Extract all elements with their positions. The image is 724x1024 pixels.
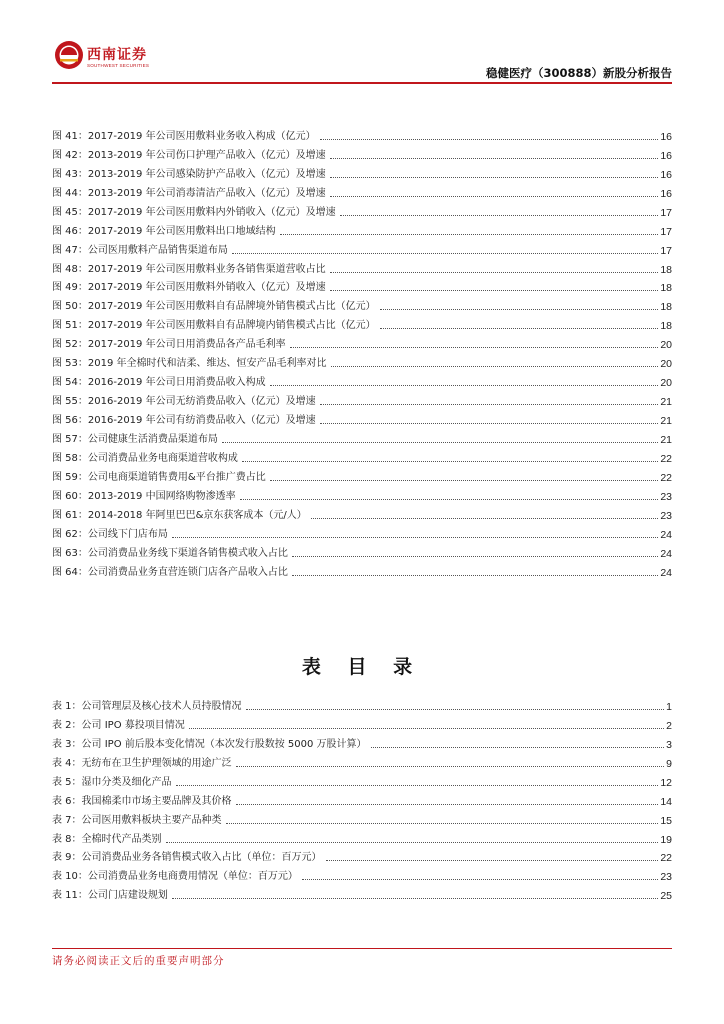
figure-toc-entry-page-number: 21 <box>660 433 672 446</box>
table-toc-entry-page-number: 1 <box>666 700 672 713</box>
table-toc-entry-page-number: 12 <box>660 776 672 789</box>
table-toc-entry-page-number: 3 <box>666 738 672 751</box>
table-toc-entry-label: 表 7：公司医用敷料板块主要产品种类 <box>52 814 222 826</box>
dot-leader <box>330 177 659 178</box>
table-toc-entry[interactable] <box>52 846 672 865</box>
dot-leader <box>292 556 658 557</box>
figure-toc-entry-label: 图 52：2017-2019 年公司日用消费品各产品毛利率 <box>52 339 286 351</box>
dot-leader <box>290 347 659 348</box>
figure-toc-entry-label: 图 61：2014-2018 年阿里巴巴&京东获客成本（元/人） <box>52 509 307 521</box>
figure-toc-entry[interactable] <box>52 257 672 276</box>
table-toc-entry-page-number: 23 <box>660 871 672 884</box>
dot-leader <box>280 234 659 235</box>
table-toc-entry-label: 表 10：公司消费品业务电商费用情况（单位：百万元） <box>52 871 298 883</box>
dot-leader <box>270 385 659 386</box>
dot-leader <box>226 823 659 824</box>
figure-toc-entry-label: 图 45：2017-2019 年公司医用敷料内外销收入（亿元）及增速 <box>52 206 336 218</box>
figure-toc-entry[interactable] <box>52 332 672 351</box>
dot-leader <box>371 747 665 748</box>
figure-toc-entry[interactable] <box>52 294 672 313</box>
figure-toc-entry-label: 图 63：公司消费品业务线下渠道各销售模式收入占比 <box>52 547 288 559</box>
table-toc-entry-label: 表 11：公司门店建设规划 <box>52 890 168 902</box>
company-logo <box>54 40 154 74</box>
figure-toc-entry-page-number: 21 <box>660 415 672 427</box>
table-toc-entry-page-number: 2 <box>666 719 672 732</box>
dot-leader <box>232 253 658 254</box>
figure-toc-entry[interactable] <box>52 143 672 162</box>
dot-leader <box>242 461 658 462</box>
dot-leader <box>270 480 659 481</box>
dot-leader <box>330 290 659 291</box>
dot-leader <box>222 442 658 443</box>
dot-leader <box>176 785 659 786</box>
figure-toc-entry[interactable] <box>52 181 672 200</box>
dot-leader <box>340 215 659 216</box>
dot-leader <box>320 423 659 424</box>
dot-leader <box>172 537 658 538</box>
figure-toc-entry-label: 图 56：2016-2019 年公司有纺消费品收入（亿元）及增速 <box>52 415 316 426</box>
footer-divider <box>52 948 672 949</box>
table-toc-entry-label: 表 4：无纺布在卫生护理领域的用途广泛 <box>52 757 232 769</box>
figure-toc-entry-page-number: 20 <box>660 358 672 371</box>
figure-toc-entry-label: 图 49：2017-2019 年公司医用敷料外销收入（亿元）及增速 <box>52 282 326 294</box>
table-toc-entry-page-number: 9 <box>666 757 672 770</box>
figure-toc-entry[interactable] <box>52 503 672 522</box>
figure-toc-entry[interactable] <box>52 408 672 427</box>
table-toc-entry[interactable] <box>52 789 672 808</box>
figure-toc-entry-page-number: 18 <box>660 301 672 314</box>
table-toc-entry[interactable] <box>52 864 672 883</box>
figure-toc-entry-label: 图 54：2016-2019 年公司日用消费品收入构成 <box>52 377 266 389</box>
figure-toc-entry[interactable] <box>52 446 672 465</box>
table-toc-entry-label: 表 3：公司 IPO 前后股本变化情况（本次发行股数按 5000 万股计算） <box>52 738 367 750</box>
table-toc-entry-label: 表 5：湿巾分类及细化产品 <box>52 776 172 788</box>
tables-section-title: 表 目 录 <box>301 656 423 678</box>
figure-toc-entry-page-number: 16 <box>660 149 672 162</box>
figure-toc-entry[interactable] <box>52 124 672 143</box>
dot-leader <box>320 404 659 405</box>
logo-mark-icon <box>54 40 84 70</box>
table-toc-entry-page-number: 19 <box>660 833 672 846</box>
footer-disclaimer-note: 请务必阅读正文后的重要声明部分 <box>52 955 225 967</box>
figure-toc-entry-label: 图 57：公司健康生活消费品渠道布局 <box>52 433 218 445</box>
table-toc-entry[interactable] <box>52 713 672 732</box>
figure-toc-entry-page-number: 16 <box>660 187 672 200</box>
page-header <box>0 0 724 86</box>
figure-toc-entry-page-number: 21 <box>660 396 672 409</box>
figure-toc-entry-label: 图 43：2013-2019 年公司感染防护产品收入（亿元）及增速 <box>52 168 326 180</box>
figure-toc-entry-label: 图 47：公司医用敷料产品销售渠道布局 <box>52 244 228 256</box>
figure-toc-entry-label: 图 59：公司电商渠道销售费用&平台推广费占比 <box>52 471 266 483</box>
figure-toc-entry[interactable] <box>52 351 672 370</box>
figure-toc-entry-page-number: 18 <box>660 263 672 276</box>
figure-toc-entry-page-number: 24 <box>660 528 672 541</box>
figure-toc-entry-page-number: 22 <box>660 452 672 465</box>
dot-leader <box>380 309 659 310</box>
table-toc-entry[interactable] <box>52 751 672 770</box>
figure-toc-entry-label: 图 44：2013-2019 年公司消毒清洁产品收入（亿元）及增速 <box>52 187 326 199</box>
figure-toc-entry-label: 图 53：2019 年全棉时代和洁柔、维达、恒安产品毛利率对比 <box>52 358 327 370</box>
tables-toc <box>52 694 672 902</box>
figure-toc-entry-page-number: 17 <box>660 244 672 257</box>
figure-toc-entry-label: 图 64：公司消费品业务直营连锁门店各产品收入占比 <box>52 566 288 578</box>
figure-toc-entry-page-number: 23 <box>660 490 672 503</box>
figure-toc-entry-page-number: 16 <box>660 168 672 181</box>
figure-toc-entry-page-number: 24 <box>660 547 672 560</box>
table-toc-entry[interactable] <box>52 883 672 902</box>
dot-leader <box>166 842 659 843</box>
table-toc-entry-label: 表 2：公司 IPO 募投项目情况 <box>52 719 185 731</box>
figure-toc-entry[interactable] <box>52 560 672 579</box>
table-toc-entry-page-number: 14 <box>660 795 672 808</box>
dot-leader <box>320 139 659 140</box>
table-toc-entry[interactable] <box>52 827 672 846</box>
logo-english-name: SOUTHWEST SECURITIES <box>87 63 150 68</box>
figure-toc-entry-page-number: 22 <box>660 471 672 484</box>
dot-leader <box>330 158 659 159</box>
table-toc-entry-label: 表 8：全棉时代产品类别 <box>52 833 162 845</box>
figure-toc-entry[interactable] <box>52 465 672 484</box>
logo-chinese-name: 西南证券 <box>87 47 147 63</box>
dot-leader <box>189 728 664 729</box>
figure-toc-entry-label: 图 50：2017-2019 年公司医用敷料自有品牌境外销售模式占比（亿元） <box>52 301 376 313</box>
table-toc-entry[interactable] <box>52 732 672 751</box>
table-toc-entry-page-number: 25 <box>660 890 672 903</box>
dot-leader <box>330 196 659 197</box>
table-toc-entry-label: 表 1：公司管理层及核心技术人员持股情况 <box>52 700 242 712</box>
figure-toc-entry-page-number: 16 <box>660 130 672 143</box>
dot-leader <box>292 575 658 576</box>
figure-toc-entry-page-number: 20 <box>660 339 672 352</box>
figure-toc-entry[interactable] <box>52 484 672 503</box>
table-toc-entry[interactable] <box>52 770 672 789</box>
dot-leader <box>246 709 665 710</box>
figure-toc-entry-page-number: 24 <box>660 566 672 579</box>
figure-toc-entry-label: 图 58：公司消费品业务电商渠道营收构成 <box>52 452 238 464</box>
figure-toc-entry[interactable] <box>52 370 672 389</box>
report-title: 稳健医疗（300888）新股分析报告 <box>485 66 672 80</box>
table-toc-entry[interactable] <box>52 694 672 713</box>
figure-toc-entry[interactable] <box>52 219 672 238</box>
figure-toc-entry[interactable] <box>52 313 672 332</box>
dot-leader <box>380 328 659 329</box>
figure-toc-entry-page-number: 23 <box>660 509 672 522</box>
figure-toc-entry[interactable] <box>52 200 672 219</box>
figure-toc-entry-label: 图 55：2016-2019 年公司无纺消费品收入（亿元）及增速 <box>52 396 316 408</box>
figure-toc-entry-label: 图 46：2017-2019 年公司医用敷料出口地域结构 <box>52 225 276 237</box>
figure-toc-entry-page-number: 17 <box>660 225 672 238</box>
figure-toc-entry-label: 图 42：2013-2019 年公司伤口护理产品收入（亿元）及增速 <box>52 149 326 161</box>
figure-toc-entry-page-number: 18 <box>660 282 672 295</box>
dot-leader <box>331 366 659 367</box>
figure-toc-entry[interactable] <box>52 162 672 181</box>
figures-toc <box>52 124 672 579</box>
figure-toc-entry-page-number: 18 <box>660 320 672 333</box>
dot-leader <box>311 518 659 519</box>
figure-toc-entry-page-number: 20 <box>660 377 672 390</box>
figure-toc-entry-label: 图 60：2013-2019 中国网络购物渗透率 <box>52 490 236 502</box>
figure-toc-entry[interactable] <box>52 541 672 560</box>
figure-toc-entry-label: 图 51：2017-2019 年公司医用敷料自有品牌境内销售模式占比（亿元） <box>52 320 376 332</box>
dot-leader <box>172 898 658 899</box>
dot-leader <box>326 860 659 861</box>
table-toc-entry-label: 表 9：公司消费品业务各销售模式收入占比（单位：百万元） <box>52 852 322 864</box>
table-toc-entry-label: 表 6：我国棉柔巾市场主要品牌及其价格 <box>52 795 232 807</box>
table-toc-entry-page-number: 22 <box>660 852 672 865</box>
figure-toc-entry-label: 图 48：2017-2019 年公司医用敷料业务各销售渠道营收占比 <box>52 263 326 275</box>
dot-leader <box>240 499 659 500</box>
dot-leader <box>330 272 659 273</box>
figure-toc-entry[interactable] <box>52 389 672 408</box>
figure-toc-entry[interactable] <box>52 238 672 257</box>
table-toc-entry[interactable] <box>52 808 672 827</box>
dot-leader <box>236 766 665 767</box>
figure-toc-entry-label: 图 62：公司线下门店布局 <box>52 528 168 540</box>
figure-toc-entry[interactable] <box>52 427 672 446</box>
table-toc-entry-page-number: 15 <box>660 814 672 827</box>
dot-leader <box>302 879 658 880</box>
figure-toc-entry[interactable] <box>52 522 672 541</box>
dot-leader <box>236 804 659 805</box>
figure-toc-entry-label: 图 41：2017-2019 年公司医用敷料业务收入构成（亿元） <box>52 130 316 142</box>
figure-toc-entry[interactable] <box>52 276 672 295</box>
figure-toc-entry-page-number: 17 <box>660 206 672 219</box>
header-divider <box>52 82 672 84</box>
